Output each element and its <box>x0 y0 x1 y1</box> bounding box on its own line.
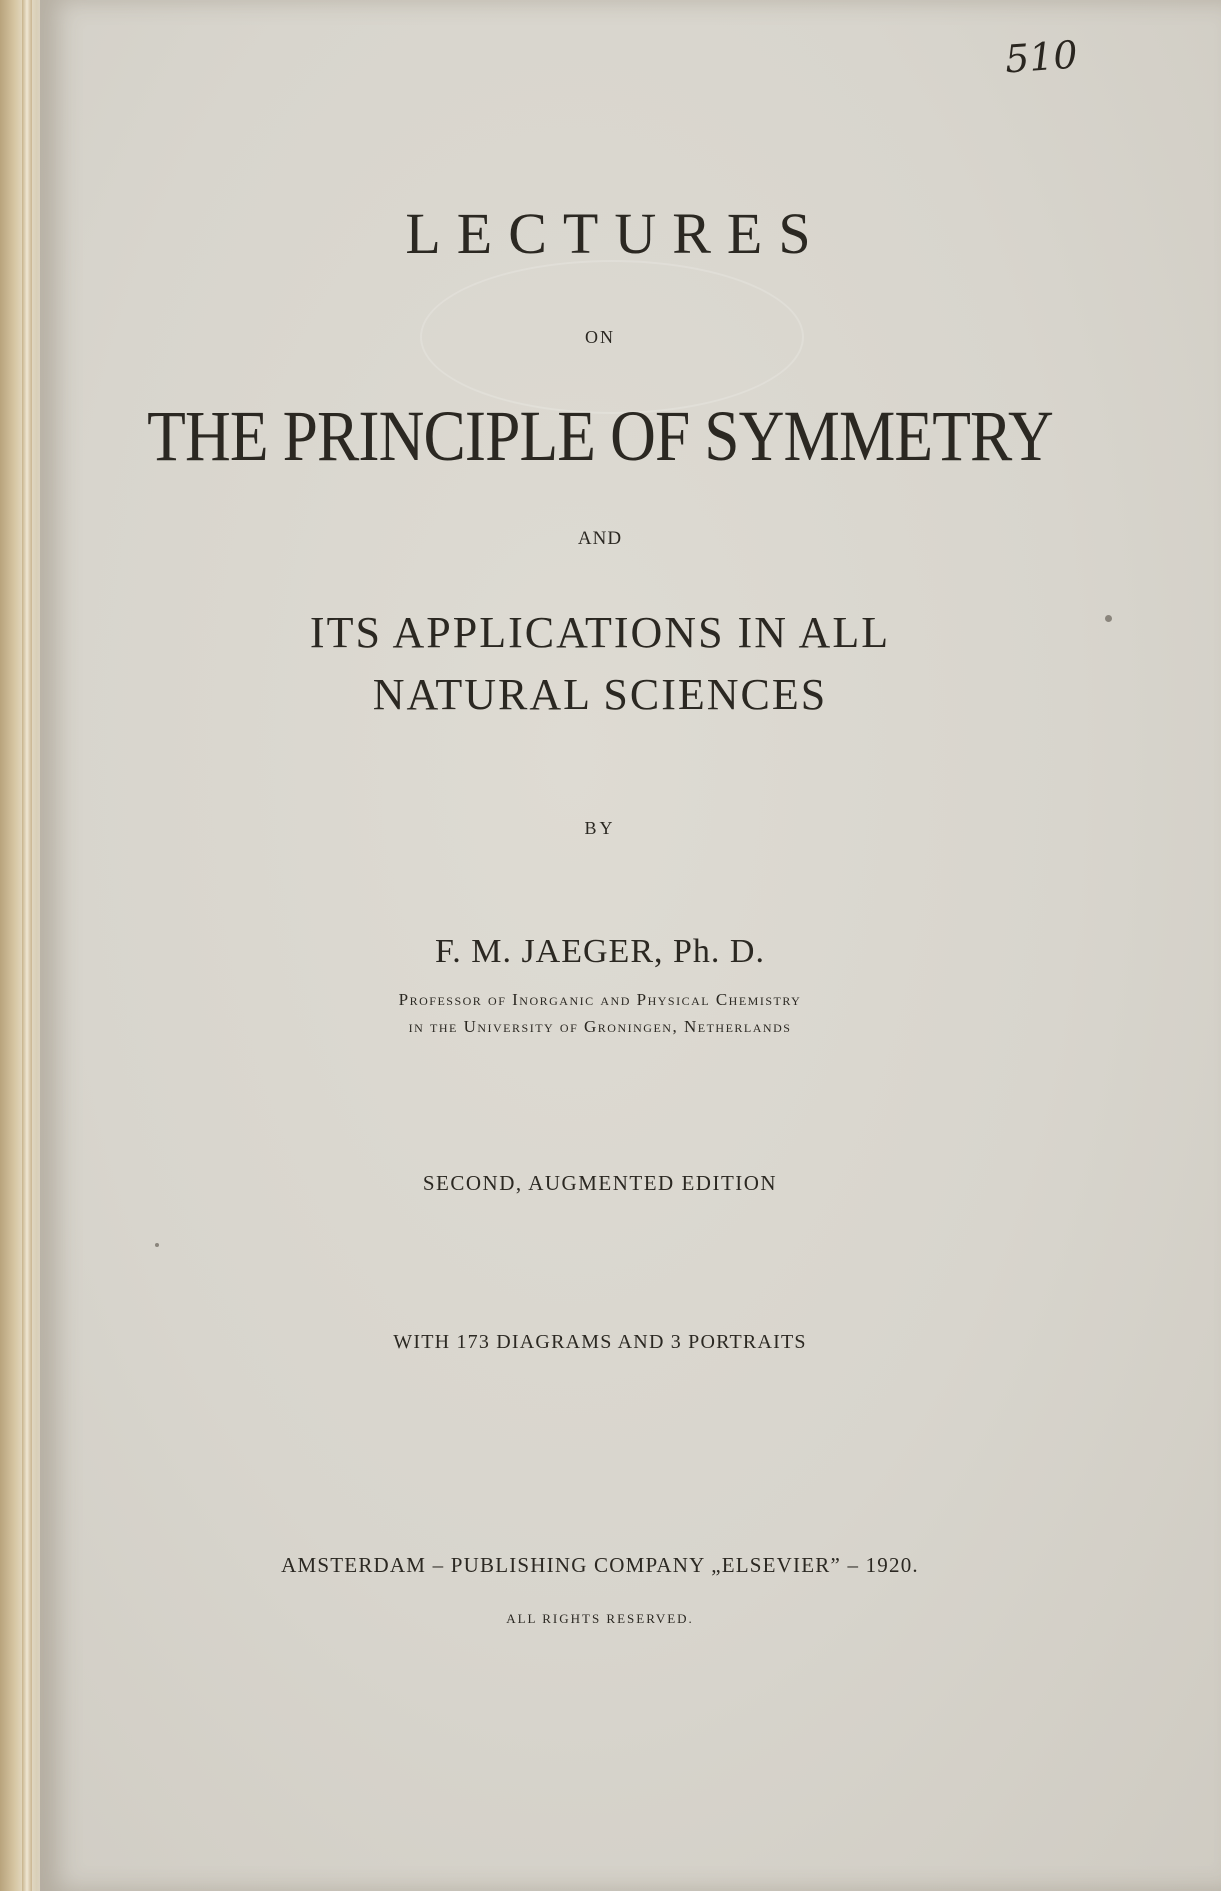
rights-statement: ALL RIGHTS RESERVED. <box>506 1611 694 1626</box>
title-by: BY <box>584 818 616 838</box>
title-lectures: LECTURES <box>405 201 827 266</box>
author-affiliation-line-1: Professor of Inorganic and Physical Chemistry <box>398 990 802 1009</box>
title-and: AND <box>577 528 623 549</box>
subtitle-line-2: NATURAL SCIENCES <box>372 670 828 719</box>
publisher-imprint: AMSTERDAM – PUBLISHING COMPANY „ELSEVIER” – 1920. <box>281 1553 919 1577</box>
subtitle-line-1: ITS APPLICATIONS IN ALL <box>309 608 891 657</box>
edition-statement: SECOND, AUGMENTED EDITION <box>422 1171 778 1195</box>
title-on: ON <box>585 327 615 347</box>
illustrations-statement: WITH 173 DIAGRAMS AND 3 PORTRAITS <box>393 1331 807 1353</box>
book-spine-edge <box>22 0 32 1891</box>
paper-speck <box>155 1243 159 1247</box>
author-name: F. M. JAEGER, Ph. D. <box>435 933 765 970</box>
handwritten-shelf-number: 510 <box>1003 32 1079 82</box>
main-title: THE PRINCIPLE OF SYMMETRY <box>147 396 1053 476</box>
author-affiliation-line-2: in the University of Groningen, Netherlands <box>408 1017 792 1036</box>
